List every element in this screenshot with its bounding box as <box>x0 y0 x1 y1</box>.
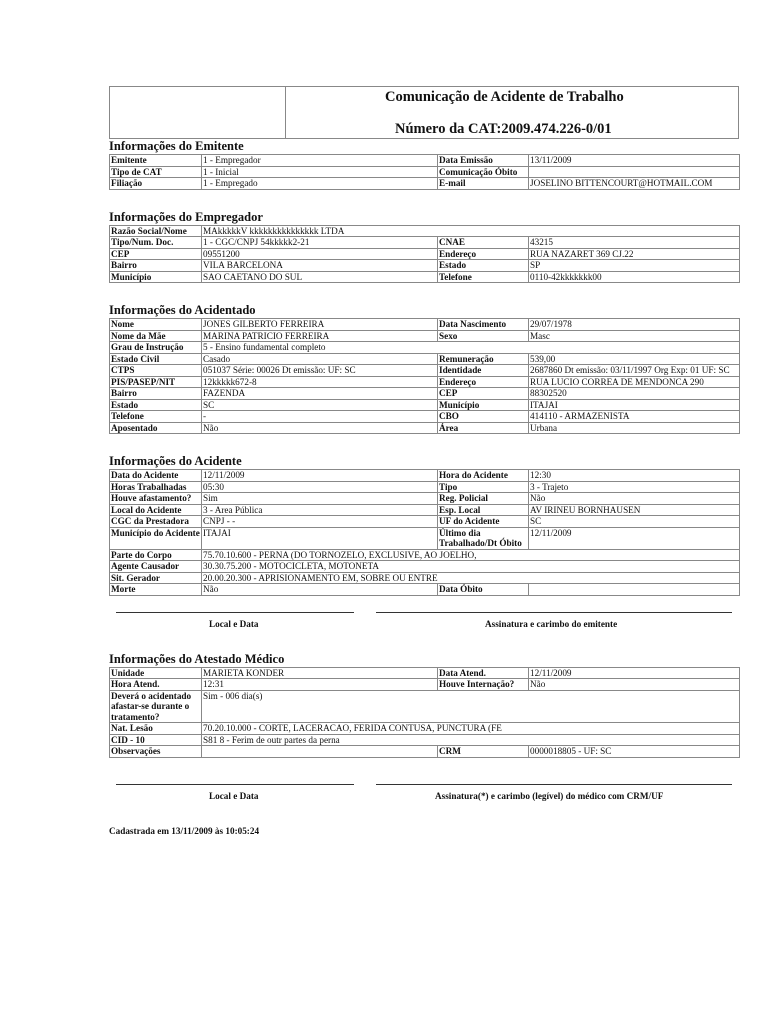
field-value: ITAJAI <box>529 399 740 411</box>
field-label: Razão Social/Nome <box>110 225 202 237</box>
cat-document <box>109 86 739 836</box>
acidente-table <box>109 469 740 596</box>
document-title: Comunicação de Acidente de Trabalho <box>385 89 624 105</box>
caption-assinatura-emitente: Assinatura e carimbo do emitente <box>485 618 618 629</box>
field-value: Não <box>529 679 740 691</box>
section-title-emitente: Informações do Emitente <box>109 139 244 153</box>
field-value: VILA BARCELONA <box>202 260 438 272</box>
registration-footer: Cadastrada em 13/11/2009 às 10:05:24 <box>109 825 260 836</box>
field-label: Houve afastamento? <box>110 493 202 505</box>
table-row <box>110 319 740 331</box>
field-label: CNAE <box>438 237 529 249</box>
field-label: Comunicação Óbito <box>438 166 529 178</box>
field-value: 12/11/2009 <box>202 470 438 482</box>
field-value: 1 - Inicial <box>202 166 438 178</box>
field-value <box>529 166 740 178</box>
field-label: CTPS <box>110 365 202 377</box>
table-row <box>110 481 740 493</box>
field-label: Data Óbito <box>438 584 529 596</box>
field-value: 43215 <box>529 237 740 249</box>
field-label: Aposentado <box>110 422 202 434</box>
table-row <box>110 493 740 505</box>
table-row <box>110 399 740 411</box>
section-title-atestado: Informações do Atestado Médico <box>109 651 285 666</box>
field-value <box>529 584 740 596</box>
field-value: 5 - Ensino fundamental completo <box>202 342 740 354</box>
table-row <box>110 365 740 377</box>
field-value: 09551200 <box>202 248 438 260</box>
field-label: Bairro <box>110 260 202 272</box>
field-value: 13/11/2009 <box>529 155 740 167</box>
table-row <box>110 679 740 691</box>
field-label: Local do Acidente <box>110 504 202 516</box>
field-label: Área <box>438 422 529 434</box>
field-value: CNPJ - - <box>202 516 438 528</box>
table-row <box>110 561 740 573</box>
field-value: RUA NAZARET 369 CJ.22 <box>529 248 740 260</box>
field-value: Urbana <box>529 422 740 434</box>
field-value: 20.00.20.300 - APRISIONAMENTO EM, SOBRE OU ENTRE <box>202 572 740 584</box>
field-value: 0110-42kkkkkkk00 <box>529 271 740 283</box>
table-row <box>110 690 740 723</box>
field-label: Data Atend. <box>438 667 529 679</box>
field-value: Masc <box>529 330 740 342</box>
field-value: - <box>202 411 438 423</box>
field-value: 539,00 <box>529 353 740 365</box>
signature-block-medico <box>109 776 739 816</box>
field-label: Identidade <box>438 365 529 377</box>
field-label: E-mail <box>438 178 529 190</box>
field-label: Morte <box>110 584 202 596</box>
field-value: SC <box>529 516 740 528</box>
field-value: FAZENDA <box>202 388 438 400</box>
field-label: Unidade <box>110 667 202 679</box>
field-label: Sit. Gerador <box>110 572 202 584</box>
table-row <box>110 376 740 388</box>
field-value: Sim <box>202 493 438 505</box>
field-label: Emitente <box>110 155 202 167</box>
field-label: Município do Acidente <box>110 527 202 549</box>
field-value: 414110 - ARMAZENISTA <box>529 411 740 423</box>
field-value: Sim - 006 dia(s) <box>202 690 740 723</box>
field-label: Parte do Corpo <box>110 549 202 561</box>
acidentado-table <box>109 318 740 434</box>
field-label: Horas Trabalhadas <box>110 481 202 493</box>
field-value: 2687860 Dt emissão: 03/11/1997 Org Exp: 01 UF: SC <box>529 365 740 377</box>
field-value: S81 8 - Ferim de outr partes da perna <box>202 734 740 746</box>
field-value: 1 - Empregador <box>202 155 438 167</box>
table-row <box>110 504 740 516</box>
table-row <box>110 734 740 746</box>
table-row <box>110 155 740 167</box>
section-title-empregador: Informações do Empregador <box>109 209 263 224</box>
table-row <box>110 388 740 400</box>
field-label: Nome <box>110 319 202 331</box>
field-value: MAkkkkkV kkkkkkkkkkkkkkk LTDA <box>202 225 740 237</box>
field-value: MARINA PATRICIO FERREIRA <box>202 330 438 342</box>
table-row <box>110 271 740 283</box>
field-label: Deverá o acidentado afastar-se durante o tratamento? <box>110 690 202 723</box>
empregador-table <box>109 225 740 284</box>
signature-line-emitente <box>376 612 732 613</box>
section-title-acidente: Informações do Acidente <box>109 454 242 468</box>
table-row <box>110 470 740 482</box>
field-label: CEP <box>438 388 529 400</box>
field-label: Nat. Lesão <box>110 723 202 735</box>
field-value <box>202 746 438 758</box>
field-label: Município <box>438 399 529 411</box>
table-row <box>110 584 740 596</box>
field-label: Hora Atend. <box>110 679 202 691</box>
cat-number: Número da CAT:2009.474.226-0/01 <box>395 121 612 137</box>
field-label: Grau de Instrução <box>110 342 202 354</box>
field-label: Tipo <box>438 481 529 493</box>
field-label: Hora do Acidente <box>438 470 529 482</box>
signature-block-emitente <box>109 604 739 644</box>
field-label: CRM <box>438 746 529 758</box>
field-label: Estado <box>438 260 529 272</box>
field-label: Telefone <box>110 411 202 423</box>
field-value: Casado <box>202 353 438 365</box>
field-label: Esp. Local <box>438 504 529 516</box>
field-value: 051037 Série: 00026 Dt emissão: UF: SC <box>202 365 438 377</box>
field-value: JONES GILBERTO FERREIRA <box>202 319 438 331</box>
table-row <box>110 746 740 758</box>
table-row <box>110 353 740 365</box>
table-row <box>110 572 740 584</box>
header-divider <box>285 87 286 138</box>
table-row <box>110 516 740 528</box>
field-value: 88302520 <box>529 388 740 400</box>
table-row <box>110 225 740 237</box>
section-title-acidentado: Informações do Acidentado <box>109 303 256 317</box>
signature-line-local <box>116 612 354 613</box>
field-value: AV IRINEU BORNHAUSEN <box>529 504 740 516</box>
caption-assinatura-medico: Assinatura(*) e carimbo (legível) do médico com CRM/UF <box>435 790 664 801</box>
field-label: Município <box>110 271 202 283</box>
field-label: Data Nascimento <box>438 319 529 331</box>
field-label: PIS/PASEP/NIT <box>110 376 202 388</box>
field-label: Filiação <box>110 178 202 190</box>
field-value: 3 - Trajeto <box>529 481 740 493</box>
caption-local-data: Local e Data <box>209 618 259 629</box>
field-label: CEP <box>110 248 202 260</box>
table-row <box>110 422 740 434</box>
field-label: Data do Acidente <box>110 470 202 482</box>
field-label: Tipo/Num. Doc. <box>110 237 202 249</box>
field-label: CBO <box>438 411 529 423</box>
field-value: 12kkkkk672-8 <box>202 376 438 388</box>
field-label: Tipo de CAT <box>110 166 202 178</box>
table-row <box>110 549 740 561</box>
field-value: 3 - Area Pública <box>202 504 438 516</box>
field-value: 05:30 <box>202 481 438 493</box>
field-value: RUA LUCIO CORREA DE MENDONCA 290 <box>529 376 740 388</box>
field-value: 30.30.75.200 - MOTOCICLETA, MOTONETA <box>202 561 740 573</box>
field-value: 75.70.10.600 - PERNA (DO TORNOZELO, EXCLUSIVE, AO JOELHO, <box>202 549 740 561</box>
signature-line-local <box>116 784 354 785</box>
field-value: SP <box>529 260 740 272</box>
signature-line-medico <box>376 784 732 785</box>
atestado-table <box>109 667 740 758</box>
field-value: ITAJAI <box>202 527 438 549</box>
field-value: Não <box>202 422 438 434</box>
table-row <box>110 248 740 260</box>
field-value: SAO CAETANO DO SUL <box>202 271 438 283</box>
table-row <box>110 527 740 549</box>
field-value: 1 - CGC/CNPJ 54kkkkk2-21 <box>202 237 438 249</box>
caption-local-data: Local e Data <box>209 790 259 801</box>
field-label: UF do Acidente <box>438 516 529 528</box>
field-label: Telefone <box>438 271 529 283</box>
field-label: Estado <box>110 399 202 411</box>
table-row <box>110 178 740 190</box>
table-row <box>110 723 740 735</box>
table-row <box>110 166 740 178</box>
field-label: Data Emissão <box>438 155 529 167</box>
field-label: Observações <box>110 746 202 758</box>
field-value: 70.20.10.000 - CORTE, LACERACAO, FERIDA CONTUSA, PUNCTURA (FE <box>202 723 740 735</box>
field-value: Não <box>529 493 740 505</box>
table-row <box>110 330 740 342</box>
field-label: Agente Causador <box>110 561 202 573</box>
field-value: 0000018805 - UF: SC <box>529 746 740 758</box>
field-value: 1 - Empregado <box>202 178 438 190</box>
field-value: Não <box>202 584 438 596</box>
field-label: Bairro <box>110 388 202 400</box>
field-label: Nome da Mãe <box>110 330 202 342</box>
field-label: Endereço <box>438 248 529 260</box>
table-row <box>110 667 740 679</box>
field-value: 12:30 <box>529 470 740 482</box>
field-value: 12/11/2009 <box>529 527 740 549</box>
field-value: JOSELINO BITTENCOURT@HOTMAIL.COM <box>529 178 740 190</box>
table-row <box>110 237 740 249</box>
field-label: CID - 10 <box>110 734 202 746</box>
field-label: Sexo <box>438 330 529 342</box>
field-label: Último dia Trabalhado/Dt Óbito <box>438 527 529 549</box>
field-label: Houve Internação? <box>438 679 529 691</box>
table-row <box>110 260 740 272</box>
field-value: MARIETA KONDER <box>202 667 438 679</box>
field-label: Endereço <box>438 376 529 388</box>
document-header <box>109 86 739 139</box>
field-label: Reg. Policial <box>438 493 529 505</box>
field-label: CGC da Prestadora <box>110 516 202 528</box>
field-value: 12:31 <box>202 679 438 691</box>
field-label: Remuneração <box>438 353 529 365</box>
field-value: 12/11/2009 <box>529 667 740 679</box>
table-row <box>110 342 740 354</box>
field-label: Estado Civil <box>110 353 202 365</box>
field-value: 29/07/1978 <box>529 319 740 331</box>
field-value: SC <box>202 399 438 411</box>
table-row <box>110 411 740 423</box>
emitente-table <box>109 154 740 190</box>
